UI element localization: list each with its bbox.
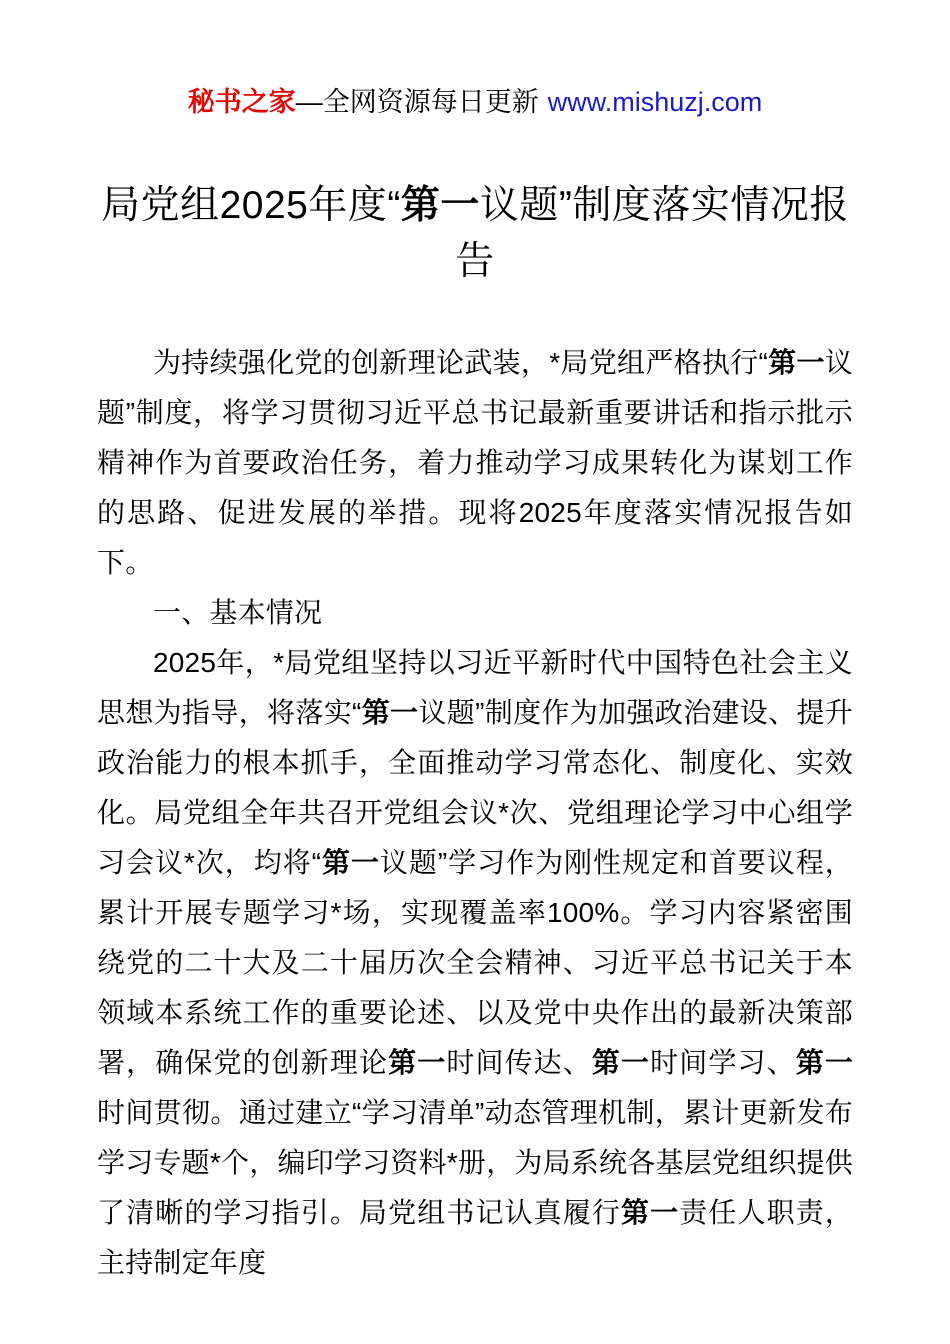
body-paragraph xyxy=(97,338,853,588)
text-run: 时间贯彻。通过建立“学习清单”动态管理机制，累计更新发布学习专题*个，编印学习资料*册，为局系统各基层党组织提供了清晰的学习指引。局党组书记认真履行 xyxy=(97,1097,853,1228)
text-run: 议题”制度，将学习贯彻习近平总书记最新重要讲话和指示批示精神作为首要政治任务，着力推动学习成果转化为谋划工作的思路、促进发展的举措。现将2025年度落实情况报告如下。 xyxy=(97,347,853,578)
text-run: 一、基本情况 xyxy=(153,597,323,628)
document-title xyxy=(90,178,860,290)
emphasized-text: 第一 xyxy=(388,1047,447,1078)
emphasized-text: 第一 xyxy=(321,847,380,878)
text-run: 议题”学习作为刚性规定和首要议程，累计开展专题学习*场，实现覆盖率100%。学习内容紧密围绕党的二十大及二十届历次全会精神、习近平总书记关于本领域本系统工作的重要论述、以及党中央作出的最新决策部署，确保党的创新理论 xyxy=(97,847,853,1078)
text-run: 时间传达、 xyxy=(446,1047,592,1078)
text-run: 时间学习、 xyxy=(650,1047,796,1078)
emphasized-text: 第一 xyxy=(591,1047,651,1078)
document-body xyxy=(97,338,853,1288)
site-url-link[interactable]: www.mishuzj.com xyxy=(547,87,763,117)
site-header xyxy=(0,0,950,120)
emphasized-text: 第一 xyxy=(361,697,419,728)
text-run: 责任人职责，主持制定年度 xyxy=(97,1197,854,1278)
body-paragraph xyxy=(97,638,853,1288)
emphasized-text: 第一 xyxy=(621,1197,680,1228)
header-dash: — xyxy=(295,87,323,117)
section-heading xyxy=(97,588,853,638)
site-brand: 秘书之家 xyxy=(187,87,296,117)
text-run: 议题”制度作为加强政治建设、提升政治能力的根本抓手，全面推动学习常态化、制度化、实效化。局党组全年共召开党组会议*次、党组理论学习中心组学习会议*次，均将“ xyxy=(97,697,854,878)
emphasized-text: 第一 xyxy=(400,184,480,227)
text-run: 局党组2025年度“ xyxy=(101,184,401,227)
text-run: 2025年，*局党组坚持以习近平新时代中国特色社会主义思想为指导，将落实“ xyxy=(97,647,853,728)
header-tagline: 全网资源每日更新 xyxy=(322,87,539,117)
text-run: 为持续强化党的创新理论武装，*局党组严格执行“ xyxy=(153,347,769,378)
emphasized-text: 第一 xyxy=(795,1047,854,1078)
emphasized-text: 第一 xyxy=(768,347,825,378)
text-run: 议题”制度落实情况报告 xyxy=(455,184,849,283)
